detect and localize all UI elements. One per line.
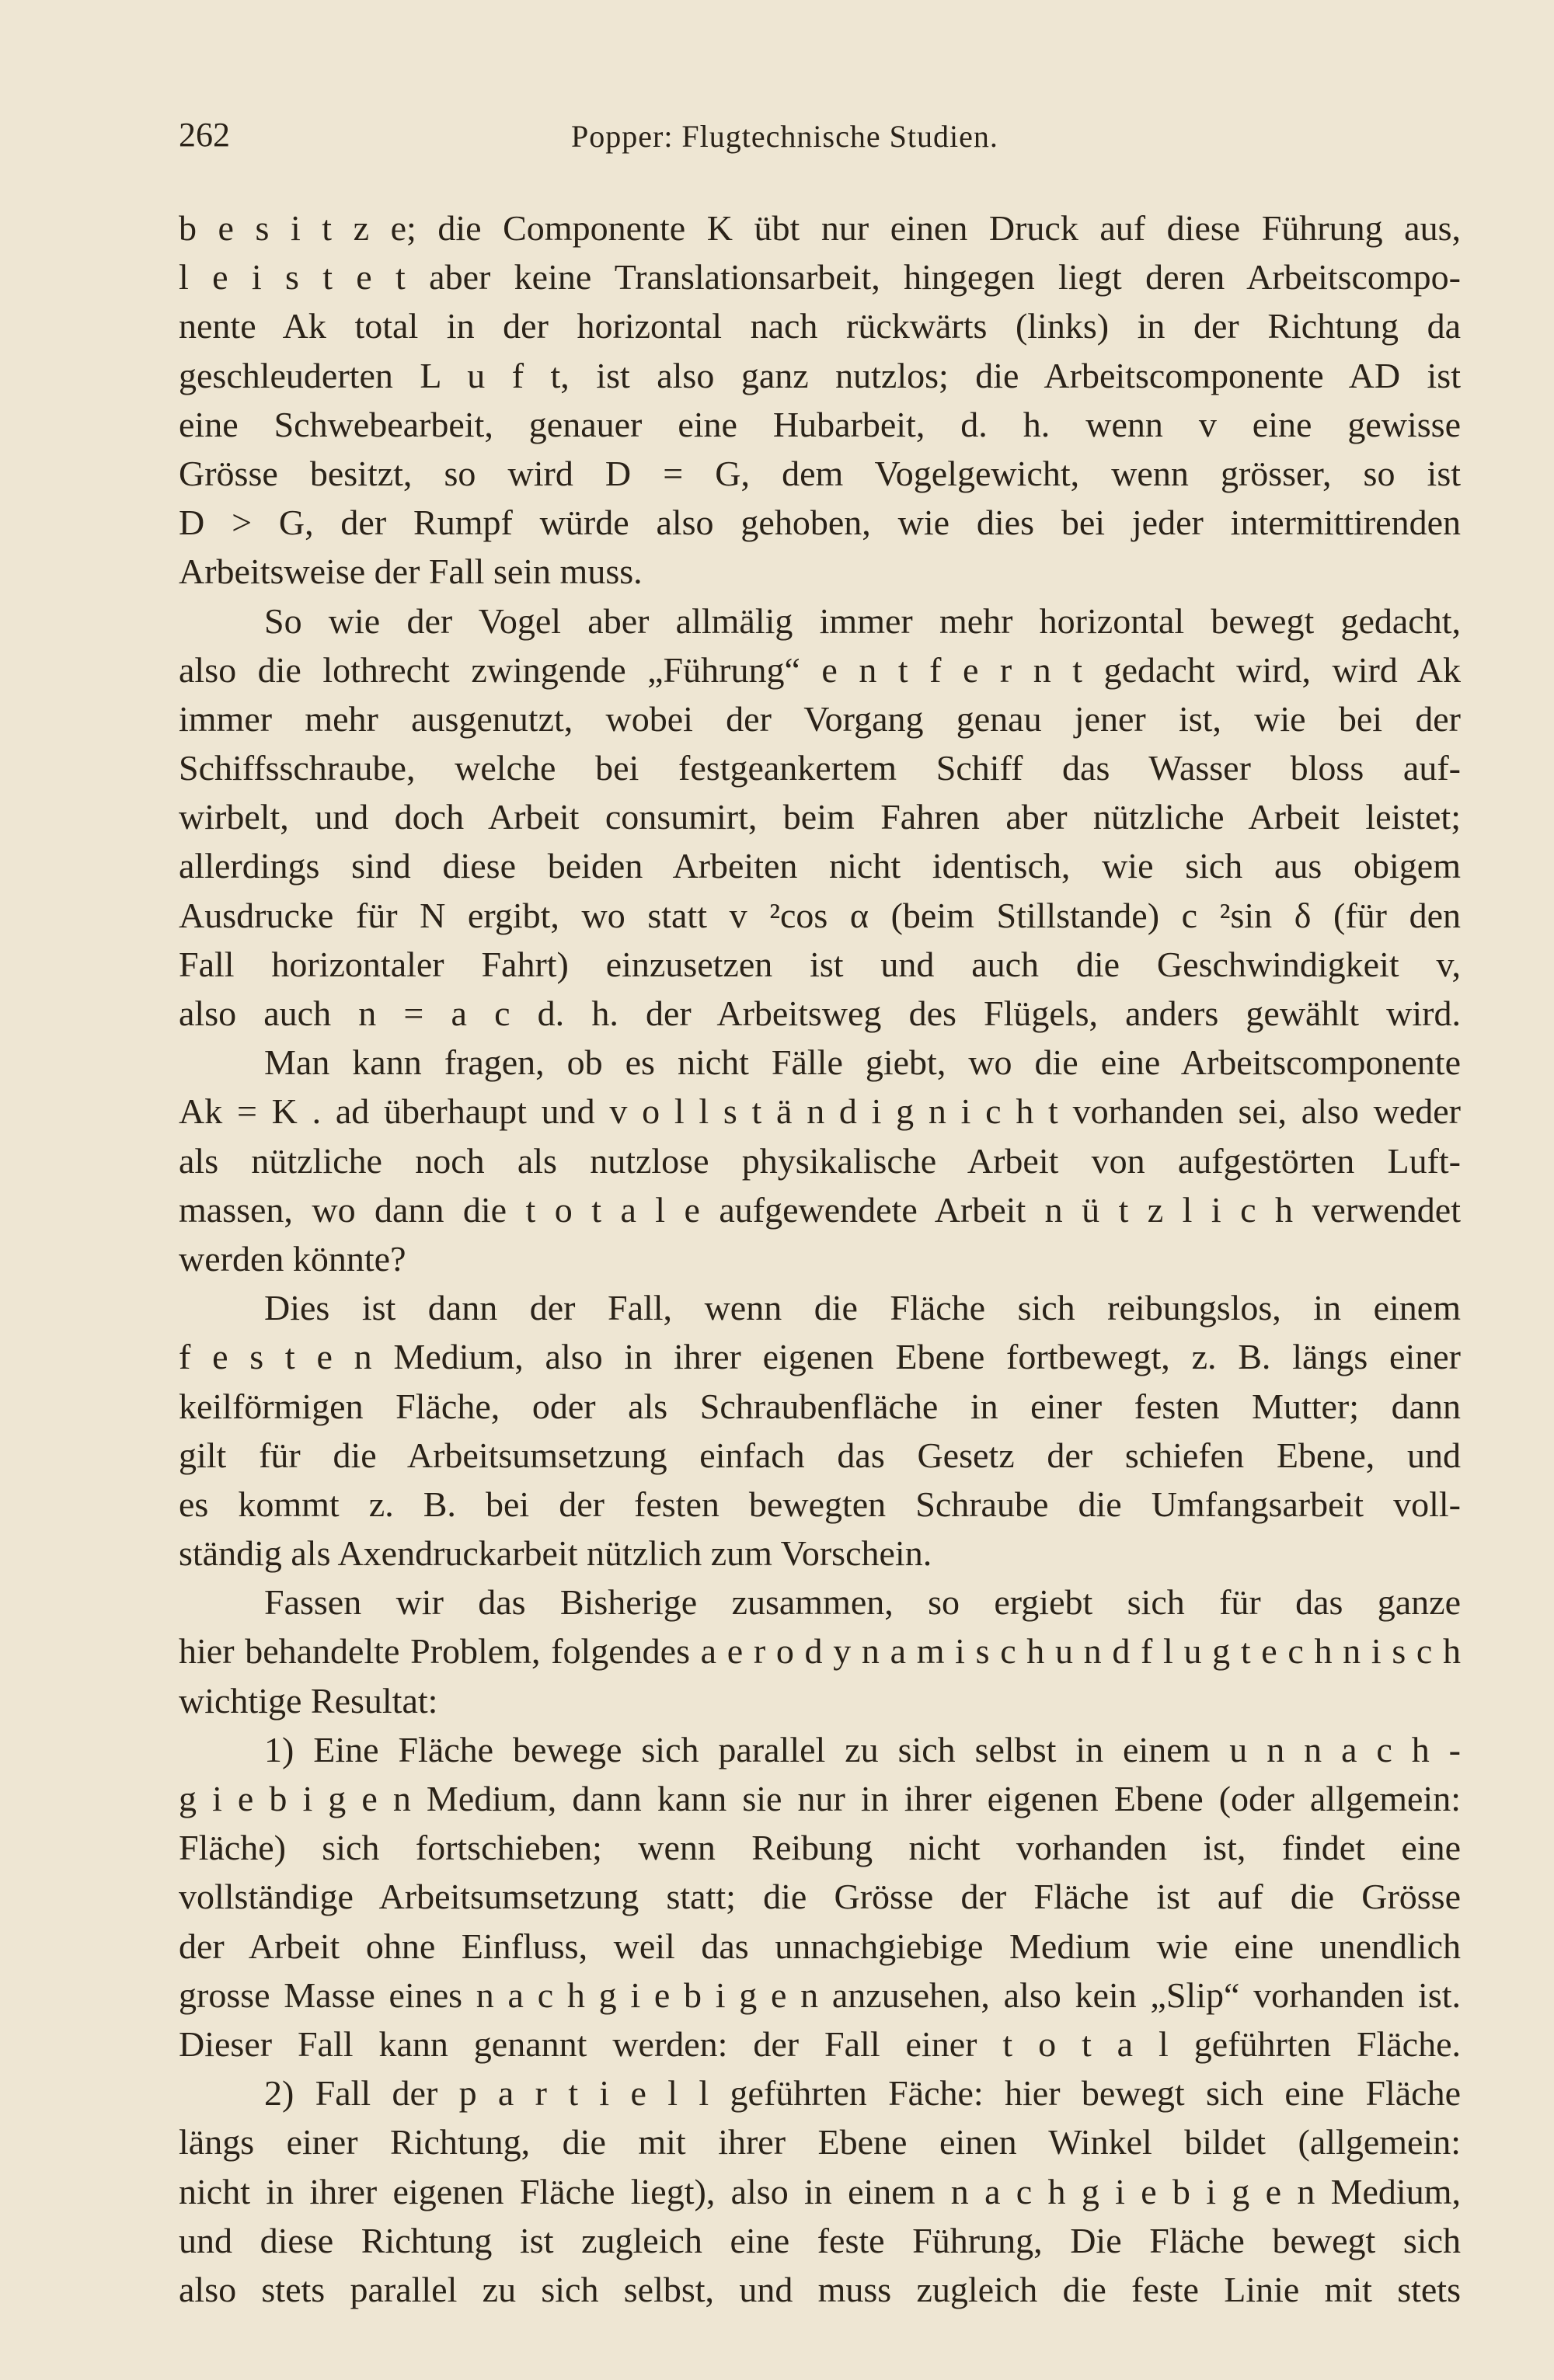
- text-line: nente Ak total in der horizontal nach rückwärts (links) in der Richtung da: [179, 306, 1461, 346]
- text-line: l e i s t e t aber keine Translationsarbeit, hingegen liegt deren Arbeitscompo-: [179, 257, 1461, 298]
- page-number: 262: [179, 116, 230, 154]
- text-line: der Arbeit ohne Einfluss, weil das unnachgiebige Medium wie eine unendlich: [179, 1926, 1461, 1966]
- text-line: also stets parallel zu sich selbst, und muss zugleich die feste Linie mit stets: [179, 2269, 1461, 2309]
- list-item-2-line: 2) Fall der p a r t i e l l geführten Fäche: hier bewegt sich eine Fläche: [264, 2073, 1461, 2114]
- text-line: Grösse besitzt, so wird D = G, dem Vogelgewicht, wenn grösser, so ist: [179, 453, 1461, 493]
- text-line: So wie der Vogel aber allmälig immer mehr horizontal bewegt gedacht,: [264, 600, 1461, 641]
- text-line: Fläche) sich fortschieben; wenn Reibung nicht vorhanden ist, findet eine: [179, 1828, 1461, 1868]
- text-line: f e s t e n Medium, also in ihrer eigenen Ebene fortbewegt, z. B. längs einer: [179, 1337, 1461, 1377]
- text-line: allerdings sind diese beiden Arbeiten nicht identisch, wie sich aus obigem: [179, 846, 1461, 886]
- text-line: b e s i t z e; die Componente K übt nur einen Druck auf diese Führung aus,: [179, 208, 1461, 248]
- page-header: [0, 115, 1554, 162]
- text-line: massen, wo dann die t o t a l e aufgewendete Arbeit n ü t z l i c h verwendet: [179, 1189, 1461, 1230]
- text-line: Fall horizontaler Fahrt) einzusetzen ist und auch die Geschwindigkeit v,: [179, 944, 1461, 984]
- text-line: also die lothrecht zwingende „Führung“ e n t f e r n t gedacht wird, wird Ak: [179, 649, 1461, 690]
- text-line: g i e b i g e n Medium, dann kann sie nur in ihrer eigenen Ebene (oder allgemein:: [179, 1779, 1461, 1818]
- text-line: es kommt z. B. bei der festen bewegten Schraube die Umfangsarbeit voll-: [179, 1484, 1461, 1524]
- text-line: wichtige Resultat:: [179, 1680, 438, 1721]
- text-line: Ak = K . ad überhaupt und v o l l s t ä n d i g n i c h t vorhanden sei, also weder: [179, 1091, 1461, 1132]
- text-line: als nützliche noch als nutzlose physikalische Arbeit von aufgestörten Luft-: [179, 1140, 1461, 1181]
- text-line: Dies ist dann der Fall, wenn die Fläche sich reibungslos, in einem: [264, 1288, 1461, 1328]
- text-line: Ausdrucke für N ergibt, wo statt v ²cos α (beim Stillstande) c ²sin δ (für den: [179, 895, 1461, 935]
- text-line: Fassen wir das Bisherige zusammen, so ergiebt sich für das ganze: [264, 1582, 1461, 1623]
- text-line: eine Schwebearbeit, genauer eine Hubarbeit, d. h. wenn v eine gewisse: [179, 404, 1461, 444]
- text-line: also auch n = a c d. h. der Arbeitsweg des Flügels, anders gewählt wird.: [179, 993, 1461, 1033]
- body-text: [179, 204, 1461, 2314]
- text-line: immer mehr ausgenutzt, wobei der Vorgang genau jener ist, wie bei der: [179, 698, 1461, 739]
- text-line: Dieser Fall kann genannt werden: der Fall einer t o t a l geführten Fläche.: [179, 2023, 1461, 2064]
- text-line: keilförmigen Fläche, oder als Schraubenfläche in einer festen Mutter; dann: [179, 1386, 1461, 1426]
- text-line: vollständige Arbeitsumsetzung statt; die Grösse der Fläche ist auf die Grösse: [179, 1877, 1461, 1917]
- text-line: Arbeitsweise der Fall sein muss.: [179, 552, 643, 592]
- text-line: werden könnte?: [179, 1238, 406, 1279]
- running-title: Popper: Flugtechnische Studien.: [571, 119, 998, 154]
- text-line: wirbelt, und doch Arbeit consumirt, beim Fahren aber nützliche Arbeit leistet;: [179, 797, 1461, 837]
- text-line: grosse Masse eines n a c h g i e b i g e n anzusehen, also kein „Slip“ vorhanden ist.: [179, 1975, 1461, 2015]
- text-line: und diese Richtung ist zugleich eine feste Führung, Die Fläche bewegt sich: [179, 2220, 1461, 2260]
- text-line: gilt für die Arbeitsumsetzung einfach das Gesetz der schiefen Ebene, und: [179, 1435, 1461, 1475]
- text-line: D > G, der Rumpf würde also gehoben, wie dies bei jeder intermittirenden: [179, 503, 1461, 543]
- text-line: ständig als Axendruckarbeit nützlich zum Vorschein.: [179, 1533, 932, 1574]
- text-line: nicht in ihrer eigenen Fläche liegt), also in einem n a c h g i e b i g e n Medium,: [179, 2171, 1461, 2211]
- text-line: Schiffsschraube, welche bei festgeankertem Schiff das Wasser bloss auf-: [179, 748, 1461, 788]
- text-line: geschleuderten L u f t, ist also ganz nutzlos; die Arbeitscomponente AD ist: [179, 355, 1461, 395]
- text-line: längs einer Richtung, die mit ihrer Ebene einen Winkel bildet (allgemein:: [179, 2122, 1461, 2163]
- list-item-1-line: 1) Eine Fläche bewege sich parallel zu sich selbst in einem u n n a c h -: [264, 1729, 1461, 1769]
- text-line: hier behandelte Problem, folgendes a e r o d y n a m i s c h u n d f l u g t e c h n i s c h: [179, 1631, 1461, 1672]
- text-line: Man kann fragen, ob es nicht Fälle giebt, wo die eine Arbeitscomponente: [264, 1042, 1461, 1083]
